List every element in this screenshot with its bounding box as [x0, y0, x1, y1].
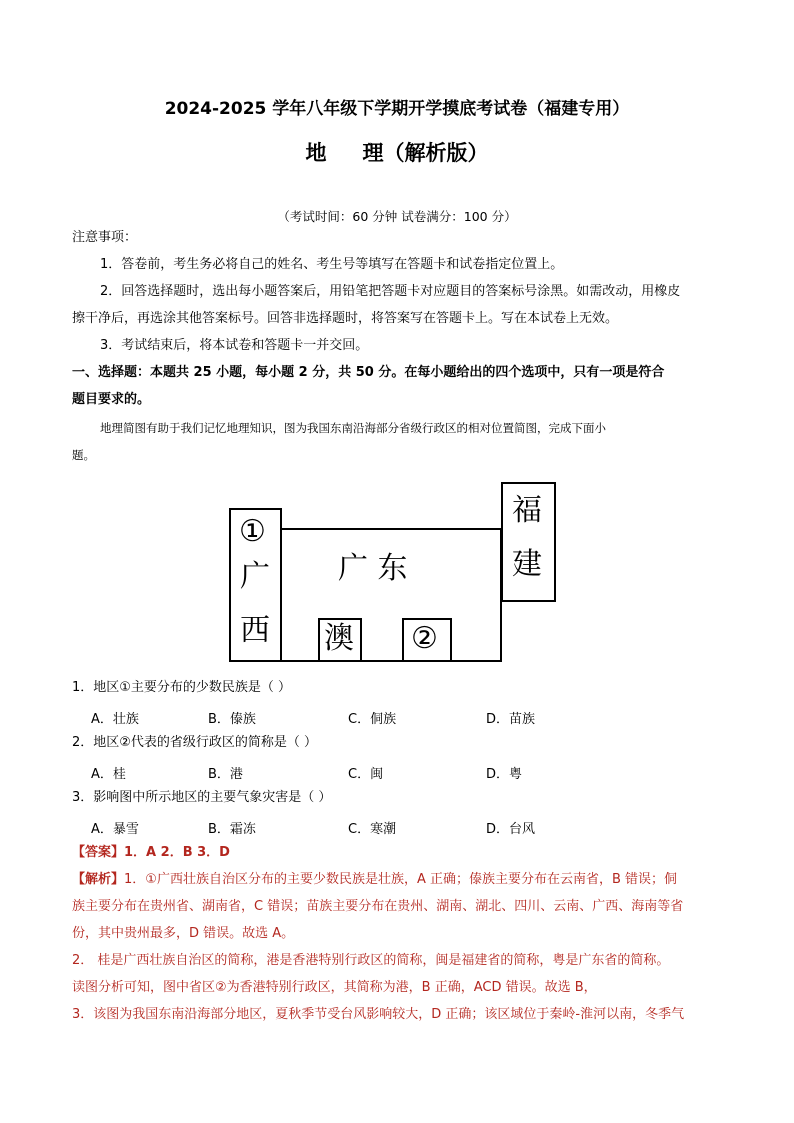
question-3-stem: 3．影响图中所示地区的主要气象灾害是（ ） — [72, 790, 332, 805]
notice-item-2-cont: 擦干净后，再选涂其他答案标号。回答非选择题时，将答案写在答题卡上。写在本试卷上无效。 — [72, 311, 619, 326]
answer-values: 1．A 2．B 3．D — [124, 845, 230, 860]
q1-option-d: D．苗族 — [486, 712, 536, 727]
notice-item-3: 3．考试结束后，将本试卷和答题卡一并交回。 — [100, 338, 369, 353]
subject-char-2: 理（解析版） — [362, 141, 489, 165]
exam-title: 2024-2025 学年八年级下学期开学摸底考试卷（福建专用） — [164, 99, 630, 119]
q2-option-a: A．桂 — [91, 767, 126, 782]
exam-info: （考试时间：60 分钟 试卷满分：100 分） — [277, 209, 517, 224]
region-1-number: ① — [239, 514, 266, 549]
question-2-stem: 2．地区②代表的省级行政区的简称是（ ） — [72, 735, 318, 750]
fujian-char-jian: 建 — [512, 547, 542, 582]
answer-label: 【答案】 — [72, 845, 125, 860]
fujian-char-fu: 福 — [512, 493, 542, 528]
notice-item-2: 2．回答选择题时，选出每小题答案后，用铅笔把答题卡对应题目的答案标号涂黑。如需改动，用橡皮 — [100, 284, 681, 299]
notice-item-1: 1．答卷前，考生务必将自己的姓名、考生号等填写在答题卡和试卷指定位置上。 — [100, 257, 564, 272]
intro-text: 地理简图有助于我们记忆地理知识，图为我国东南沿海部分省级行政区的相对位置简图，完成下面小 — [100, 421, 606, 435]
province-sketch-map — [228, 482, 558, 664]
guangdong-box — [280, 528, 502, 662]
region-1-char-xi: 西 — [240, 613, 270, 648]
q2-option-d: D．粤 — [486, 767, 523, 782]
analysis-label: 【解析】 — [72, 872, 125, 887]
q3-option-d: D．台风 — [486, 822, 536, 837]
analysis-line-3: 份，其中贵州最多，D 错误。故选 A。 — [72, 926, 295, 941]
section-heading: 一、选择题：本题共 25 小题，每小题 2 分，共 50 分。在每小题给出的四个选项中，只有一项是符合 — [72, 365, 665, 380]
notice-heading: 注意事项： — [72, 230, 138, 245]
question-1-stem: 1．地区①主要分布的少数民族是（ ） — [72, 680, 292, 695]
guangdong-label: 广 东 — [338, 551, 408, 586]
q3-option-c: C．寒潮 — [348, 822, 397, 837]
subject-char-1: 地 — [305, 141, 327, 165]
intro-text-cont: 题。 — [72, 448, 95, 462]
answer-line — [72, 839, 230, 866]
analysis-line-1 — [72, 866, 677, 893]
region-2-label: ② — [411, 621, 438, 656]
subject-title — [0, 137, 794, 167]
analysis-line-6: 3．该图为我国东南沿海部分地区，夏秋季节受台风影响较大，D 正确；该区域位于秦岭-淮河以南，冬季气 — [72, 1007, 685, 1022]
analysis-text-1: 1．①广西壮族自治区分布的主要少数民族是壮族，A 正确；傣族主要分布在云南省，B 错误；侗 — [124, 872, 678, 887]
q3-option-b: B．霜冻 — [208, 822, 256, 837]
q2-option-c: C．闽 — [348, 767, 384, 782]
analysis-line-4: 2． 桂是广西壮族自治区的简称，港是香港特别行政区的简称，闽是福建省的简称，粤是广东省的简称。 — [72, 953, 670, 968]
region-1-char-guang: 广 — [240, 559, 270, 594]
q3-option-a: A．暴雪 — [91, 822, 139, 837]
q2-option-b: B．港 — [208, 767, 243, 782]
q1-option-b: B．傣族 — [208, 712, 256, 727]
analysis-line-2: 族主要分布在贵州省、湖南省，C 错误；苗族主要分布在贵州、湖南、湖北、四川、云南、广西、海南等省 — [72, 899, 684, 914]
macau-label: 澳 — [324, 621, 354, 656]
analysis-line-5: 读图分析可知，图中省区②为香港特别行政区，其简称为港，B 正确，ACD 错误。故选 B， — [72, 980, 597, 995]
q1-option-a: A．壮族 — [91, 712, 139, 727]
section-heading-cont: 题目要求的。 — [72, 392, 151, 407]
q1-option-c: C．侗族 — [348, 712, 397, 727]
